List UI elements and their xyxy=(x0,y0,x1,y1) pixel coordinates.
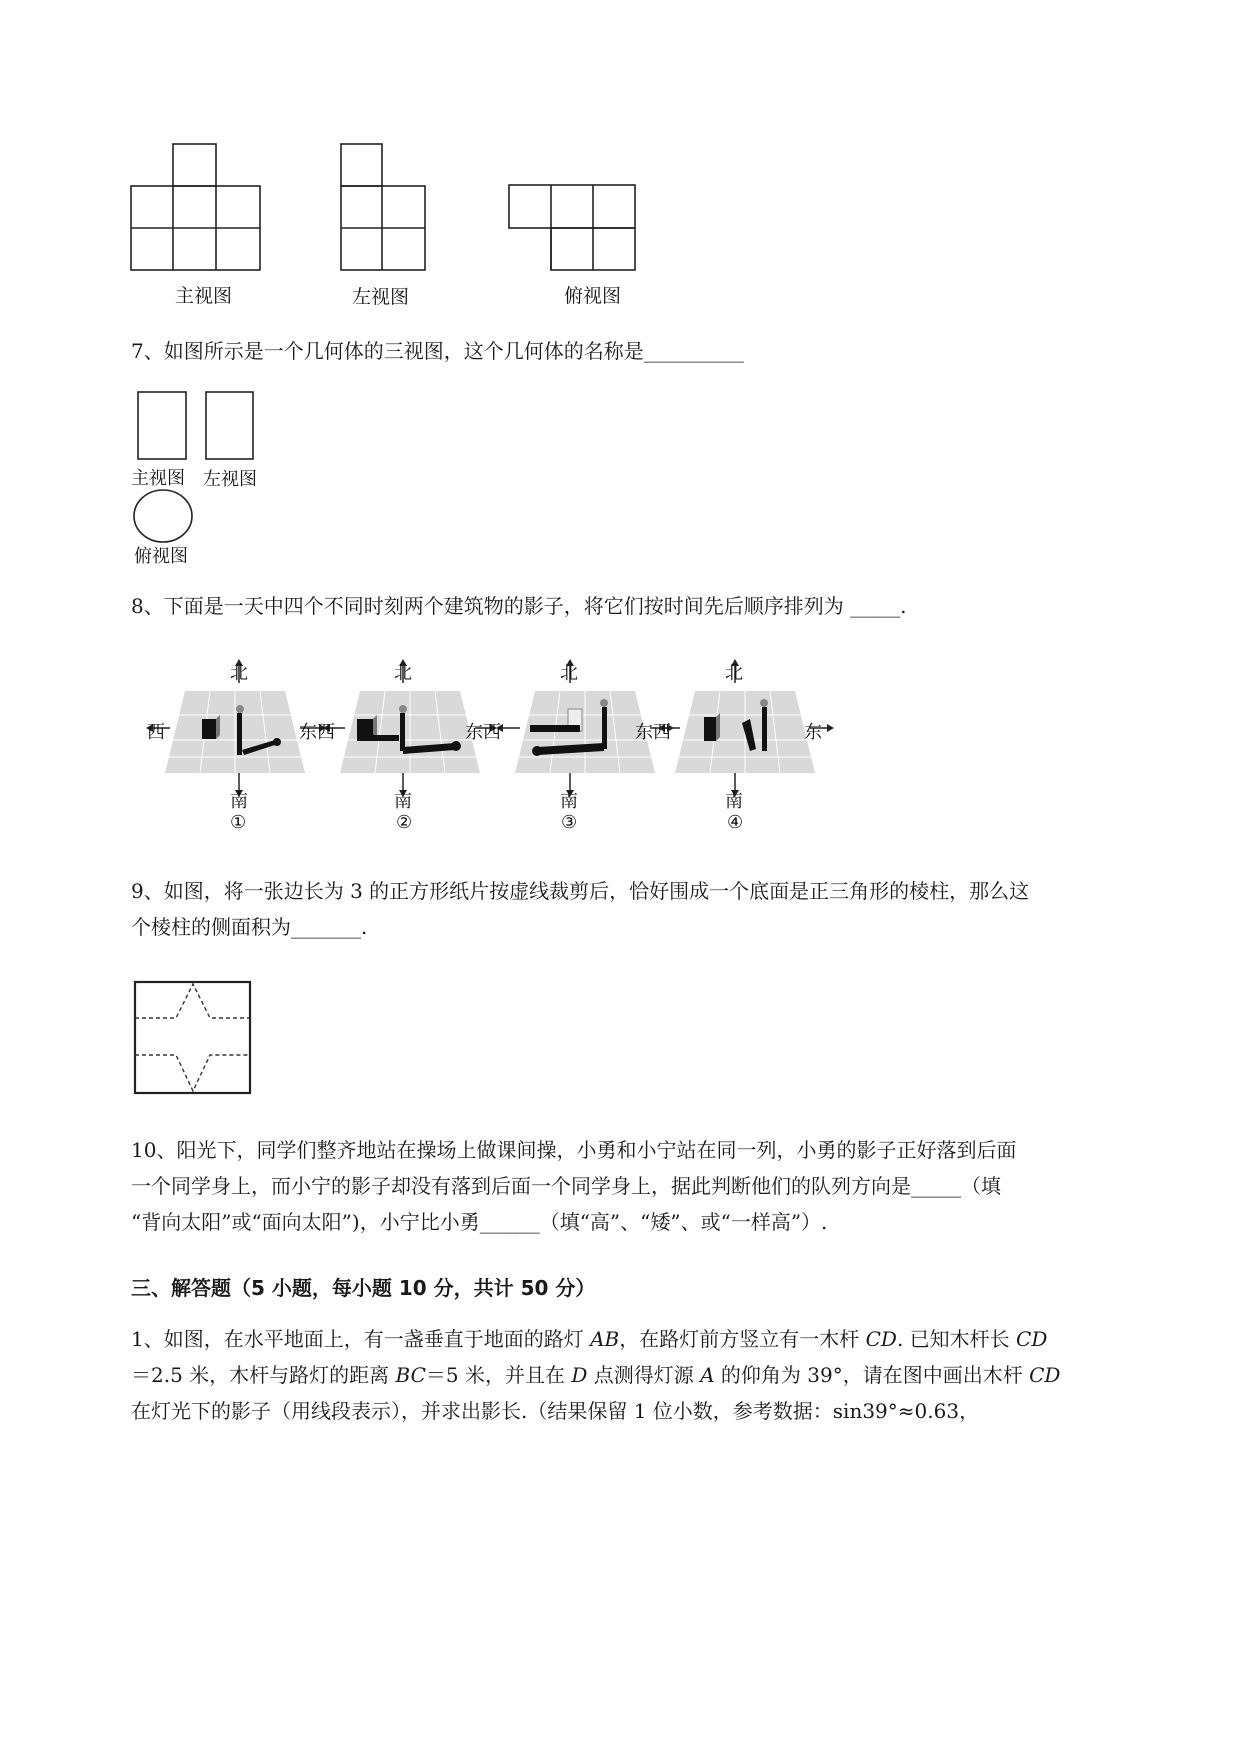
q10-question-line2: 一个同学身上，而小宁的影子却没有落到后面一个同学身上，据此判断他们的队列方向是_____（填 xyxy=(131,1174,1001,1198)
p1-line1-ab: AB xyxy=(590,1327,620,1351)
q6-top-view xyxy=(508,184,638,274)
q8-p1-label: ① xyxy=(230,812,247,833)
q6-left-label: 左视图 xyxy=(352,286,410,308)
q7-left-view xyxy=(205,391,257,461)
q9-question-line2: 个棱柱的侧面积为_______. xyxy=(131,915,368,939)
q8-p4-north: 北 xyxy=(725,663,743,684)
p1-line2-d2: 的仰角为 39°，请在图中画出木杆 xyxy=(714,1363,1030,1387)
q8-p2-north: 北 xyxy=(394,663,412,684)
q7-left-label: 左视图 xyxy=(203,469,257,490)
q6-front-view xyxy=(130,143,265,273)
p1-line2-d: D xyxy=(571,1363,588,1387)
q8-p3-west: 西 xyxy=(483,722,501,743)
p1-line2-b: ＝5 米，并且在 xyxy=(425,1363,572,1387)
q9-square-figure xyxy=(133,981,255,1097)
p1-line1-a: 1、如图，在水平地面上，有一盏垂直于地面的路灯 xyxy=(131,1327,591,1351)
q8-p2-east: 东 xyxy=(465,722,483,743)
q10-question-line1: 10、阳光下，同学们整齐地站在操场上做课间操，小勇和小宁站在同一列，小勇的影子正好落到后面 xyxy=(131,1138,1017,1162)
q7-front-label: 主视图 xyxy=(131,468,185,489)
p1-line1 xyxy=(131,1327,1047,1351)
q8-p3-north: 北 xyxy=(560,663,578,684)
q8-p1-west: 西 xyxy=(147,722,165,743)
section-3-heading: 三、解答题（5 小题，每小题 10 分，共计 50 分） xyxy=(131,1276,596,1300)
p1-line1-b: ，在路灯前方竖立有一木杆 xyxy=(619,1327,866,1351)
q8-p4-label: ④ xyxy=(727,812,744,833)
q8-panel-4 xyxy=(650,655,850,835)
q7-top-view xyxy=(132,489,196,545)
q6-front-label: 主视图 xyxy=(175,285,233,307)
q8-p4-south: 南 xyxy=(725,791,743,812)
q8-p2-west: 西 xyxy=(317,722,335,743)
q8-p2-south: 南 xyxy=(394,791,412,812)
p1-line2-A: A xyxy=(700,1363,715,1387)
p1-line2-cd: CD xyxy=(1029,1363,1061,1387)
q8-p3-label: ③ xyxy=(561,812,578,833)
p1-line1-c: . 已知木杆长 xyxy=(896,1327,1017,1351)
q7-question: 7、如图所示是一个几何体的三视图，这个几何体的名称是__________ xyxy=(131,339,744,363)
q6-top-label: 俯视图 xyxy=(564,285,622,307)
q8-p1-south: 南 xyxy=(230,791,248,812)
p1-line1-cd: CD xyxy=(865,1327,897,1351)
p1-line1-cd2: CD xyxy=(1016,1327,1048,1351)
p1-line2-bc: BC xyxy=(395,1363,426,1387)
p1-line3: 在灯光下的影子（用线段表示），并求出影长.（结果保留 1 位小数，参考数据：sin39°≈0.63， xyxy=(131,1399,980,1423)
q7-top-label: 俯视图 xyxy=(134,546,188,567)
q8-p4-east: 东 xyxy=(804,722,822,743)
q8-p3-south: 南 xyxy=(560,791,578,812)
q8-p1-north: 北 xyxy=(230,663,248,684)
q8-p3-east: 东 xyxy=(635,722,653,743)
p1-line2 xyxy=(131,1363,1060,1387)
q9-question-line1: 9、如图，将一张边长为 3 的正方形纸片按虚线裁剪后，恰好围成一个底面是正三角形的棱柱，那么这 xyxy=(131,879,1030,903)
q10-question-line3: “背向太阳”或“面向太阳”)，小宁比小勇______（填“高”、“矮”、或“一样高”）. xyxy=(131,1210,828,1234)
p1-line2-a: ＝2.5 米，木杆与路灯的距离 xyxy=(131,1363,396,1387)
q8-question: 8、下面是一天中四个不同时刻两个建筑物的影子，将它们按时间先后顺序排列为 _____. xyxy=(131,594,907,618)
p1-line2-c: 点测得灯源 xyxy=(587,1363,701,1387)
q8-p2-label: ② xyxy=(396,812,413,833)
q7-front-view xyxy=(137,391,189,461)
q8-p1-east: 东 xyxy=(299,722,317,743)
q8-p4-west: 西 xyxy=(653,722,671,743)
q6-left-view xyxy=(340,143,430,273)
q8-panel-2 xyxy=(315,655,515,835)
